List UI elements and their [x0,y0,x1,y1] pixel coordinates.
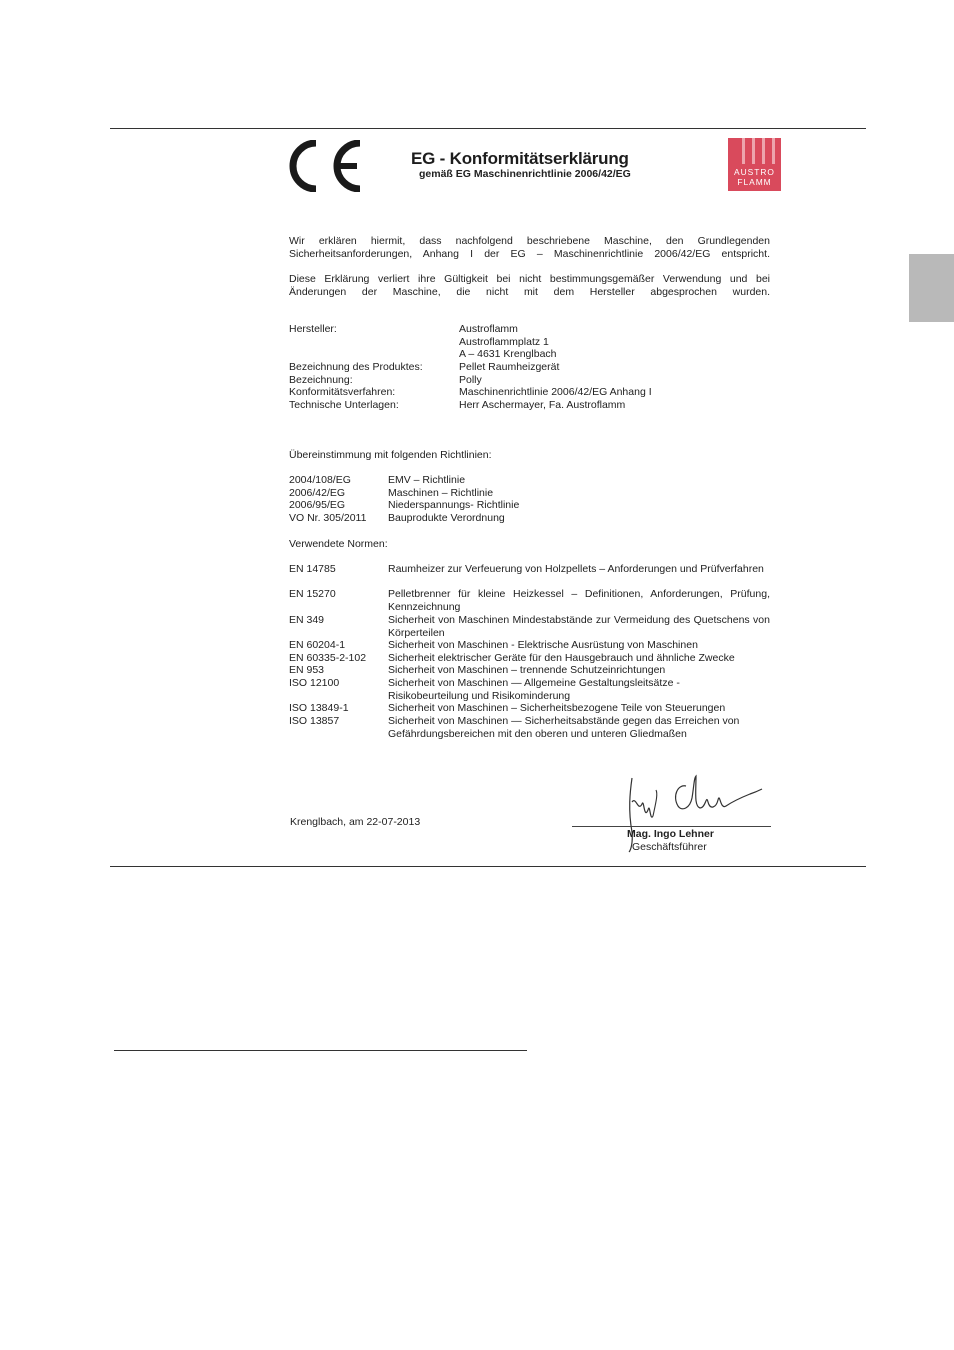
norm-description: Raumheizer zur Verfeuerung von Holzpellets – Anforderungen und Prüfverfahren [388,563,764,575]
ce-mark-icon [289,140,363,192]
detail-label: Bezeichnung des Produktes: [289,361,423,373]
document-subtitle: gemäß EG Maschinenrichtlinie 2006/42/EG [419,168,631,180]
detail-values [459,361,652,412]
detail-value: Polly [459,373,482,386]
norms-heading: Verwendete Normen: [289,538,388,550]
signatory-name: Mag. Ingo Lehner [627,828,714,840]
norm-code: ISO 13849-1 [289,702,349,714]
bottom-rule [110,866,866,867]
directive-code: VO Nr. 305/2011 [289,512,367,525]
norm-code: EN 14785 [289,563,336,575]
directive-name: EMV – Richtlinie [388,474,466,486]
manufacturer-address [459,323,557,361]
norm-description: Sicherheit von Maschinen Mindestabstände zur Vermeidung des Quetschens von Körperteilen [388,614,770,639]
detail-label: Technische Unterlagen: [289,399,399,412]
manufacturer-line: A – 4631 Krenglbach [459,348,557,361]
directive-code: 2006/95/EG [289,499,346,512]
norm-code: ISO 13857 [289,715,340,727]
detail-labels [289,361,423,412]
chapter-tab [909,254,954,322]
detail-value: Maschinenrichtlinie 2006/42/EG Anhang I [459,386,652,399]
signatory-role: Geschäftsführer [632,841,707,853]
top-rule [110,128,866,129]
signature-line [572,826,771,827]
norm-code: EN 15270 [289,588,336,600]
austroflamm-logo [728,138,781,191]
norm-code: EN 60335-2-102 [289,652,367,664]
manufacturer-label: Hersteller: [289,323,337,335]
manufacturer-line: Austroflamm [459,323,518,335]
brand-line-1: AUSTRO [734,167,775,177]
intro-paragraph-1: Wir erklären hiermit, dass nachfolgend beschriebene Maschine, den Grundlegenden Sicherheitsanforderungen, Anhang I der EG – Maschinenrichtlinie 2006/42/EG entspricht. [289,235,770,260]
place-date: Krenglbach, am 22-07-2013 [290,816,421,828]
directive-name: Maschinen – Richtlinie [388,486,494,499]
norm-description: Sicherheit von Maschinen — Sicherheitsabstände gegen das Erreichen von Gefährdungsbereichen mit den oberen und unteren Gliedmaßen [388,715,740,740]
directive-name: Niederspannungs- Richtlinie [388,499,520,512]
intro-paragraph-2: Diese Erklärung verliert ihre Gültigkeit bei nicht bestimmungsgemäßer Verwendung und bei Änderungen der Maschine, die nicht mit dem Hersteller abgesprochen wurden. [289,273,770,298]
norm-description: Sicherheit von Maschinen - Elektrische Ausrüstung von Maschinen [388,639,698,651]
norm-description: Sicherheit von Maschinen – Sicherheitsbezogene Teile von Steuerungen [388,702,726,714]
detail-value: Herr Aschermayer, Fa. Austroflamm [459,399,626,412]
footnote-rule [114,1050,527,1051]
document-title: EG - Konformitätserklärung [411,149,629,168]
norm-description: Sicherheit elektrischer Geräte für den Hausgebrauch und ähnliche Zwecke [388,652,735,664]
brand-line-2: FLAMM [737,177,772,187]
detail-label: Konformitätsverfahren: [289,386,396,399]
directive-codes [289,474,366,525]
norm-code: EN 349 [289,614,325,626]
detail-value: Pellet Raumheizgerät [459,361,560,373]
norm-code: EN 60204-1 [289,639,346,651]
norm-description: Sicherheit von Maschinen – trennende Schutzeinrichtungen [388,664,666,676]
norm-code: ISO 12100 [289,677,340,689]
detail-label: Bezeichnung: [289,373,353,386]
directives-heading: Übereinstimmung mit folgenden Richtlinien: [289,449,492,461]
directive-code: 2006/42/EG [289,486,346,499]
directive-name: Bauprodukte Verordnung [388,512,505,525]
directive-names [388,474,519,525]
manufacturer-line: Austroflammplatz 1 [459,335,549,348]
norm-description: Sicherheit von Maschinen — Allgemeine Gestaltungsleitsätze - Risikobeurteilung und Risikominderung [388,677,680,702]
norm-code: EN 953 [289,664,325,676]
norm-description: Pelletbrenner für kleine Heizkessel – Definitionen, Anforderungen, Prüfung, Kennzeichnung [388,588,770,613]
directive-code: 2004/108/EG [289,474,351,486]
